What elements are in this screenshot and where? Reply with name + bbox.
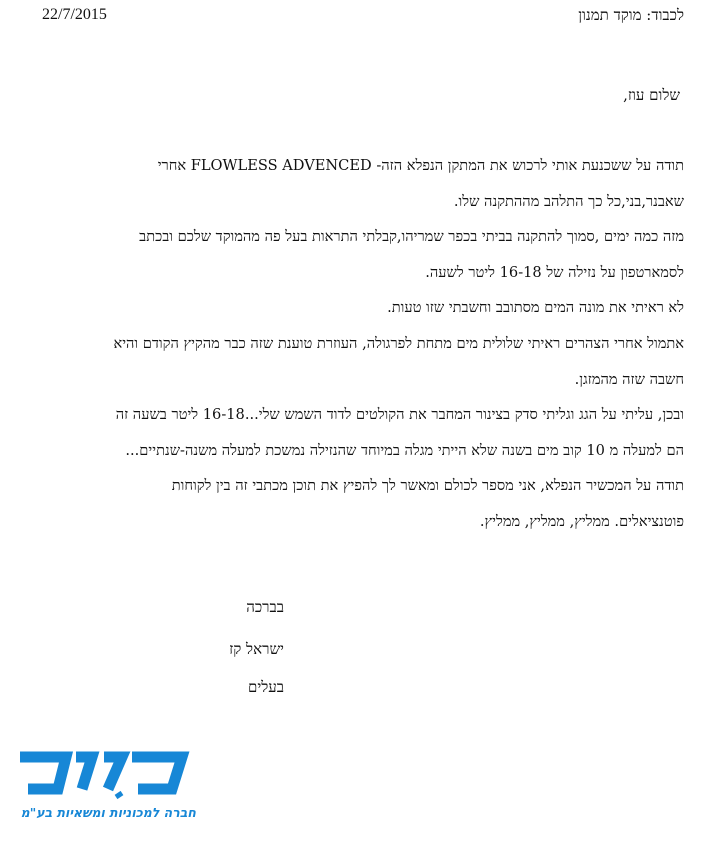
body-line: לסמארטפון על נזילה של 16-18 ליטר לשעה. [425, 263, 684, 281]
greeting: שלום עוז, [623, 86, 680, 104]
closing-salutation: בברכה [246, 598, 284, 616]
letter-body [20, 155, 684, 547]
logo-tagline: חברה למכוניות ומשאיות בע"מ [20, 805, 196, 820]
signer-title: בעלים [247, 678, 284, 696]
company-logo [14, 745, 196, 835]
body-line: אתמול אחרי הצהרים ראיתי שלולית מים מתחת לפרגולה, העוזרת טוענת שזה כבר מהקיץ הקודם והיא [113, 334, 684, 352]
body-line: פוטנציאלים. ממליץ, ממליץ, ממליץ. [479, 512, 684, 530]
body-line: שאבנר,בני,כל כך התלהב מההתקנה שלו. [453, 192, 684, 210]
recipient-line: לכבוד: מוקד תמנון [578, 6, 684, 24]
signer-name: ישראל קז [229, 640, 284, 658]
body-line: תודה על ששכנעת אותי לרכוש את המתקן הנפלא הזה- FLOWLESS ADVENCED אחרי [157, 157, 684, 174]
letter-date: 22/7/2015 [42, 6, 107, 23]
body-line: ובכן, עליתי על הגג וגליתי סדק בצינור המחבר את הקולטים לדוד השמש שלי...16-18 ליטר בשעה זה [115, 406, 684, 424]
body-line: חשבה שזה מהמזגן. [574, 370, 684, 388]
body-line: לא ראיתי את מונה המים מסתובב וחשבתי שזו טעות. [387, 299, 684, 317]
body-line: מזה כמה ימים ,סמוך להתקנה בביתי בכפר שמריהו,קבלתי התראות בעל פה מהמוקד שלכם ובכתב [139, 228, 684, 246]
body-line: הם למעלה מ 10 קוב מים בשנה שלא הייתי מגלה במיוחד שהנזילה נמשכת למעלה משנה-שנתיים... [125, 441, 684, 459]
body-line: תודה על המכשיר הנפלא, אני מספר לכולם ומאשר לך להפיץ את תוכן מכתבי זה בין לקוחות [171, 477, 684, 495]
logo-mark [14, 745, 192, 807]
